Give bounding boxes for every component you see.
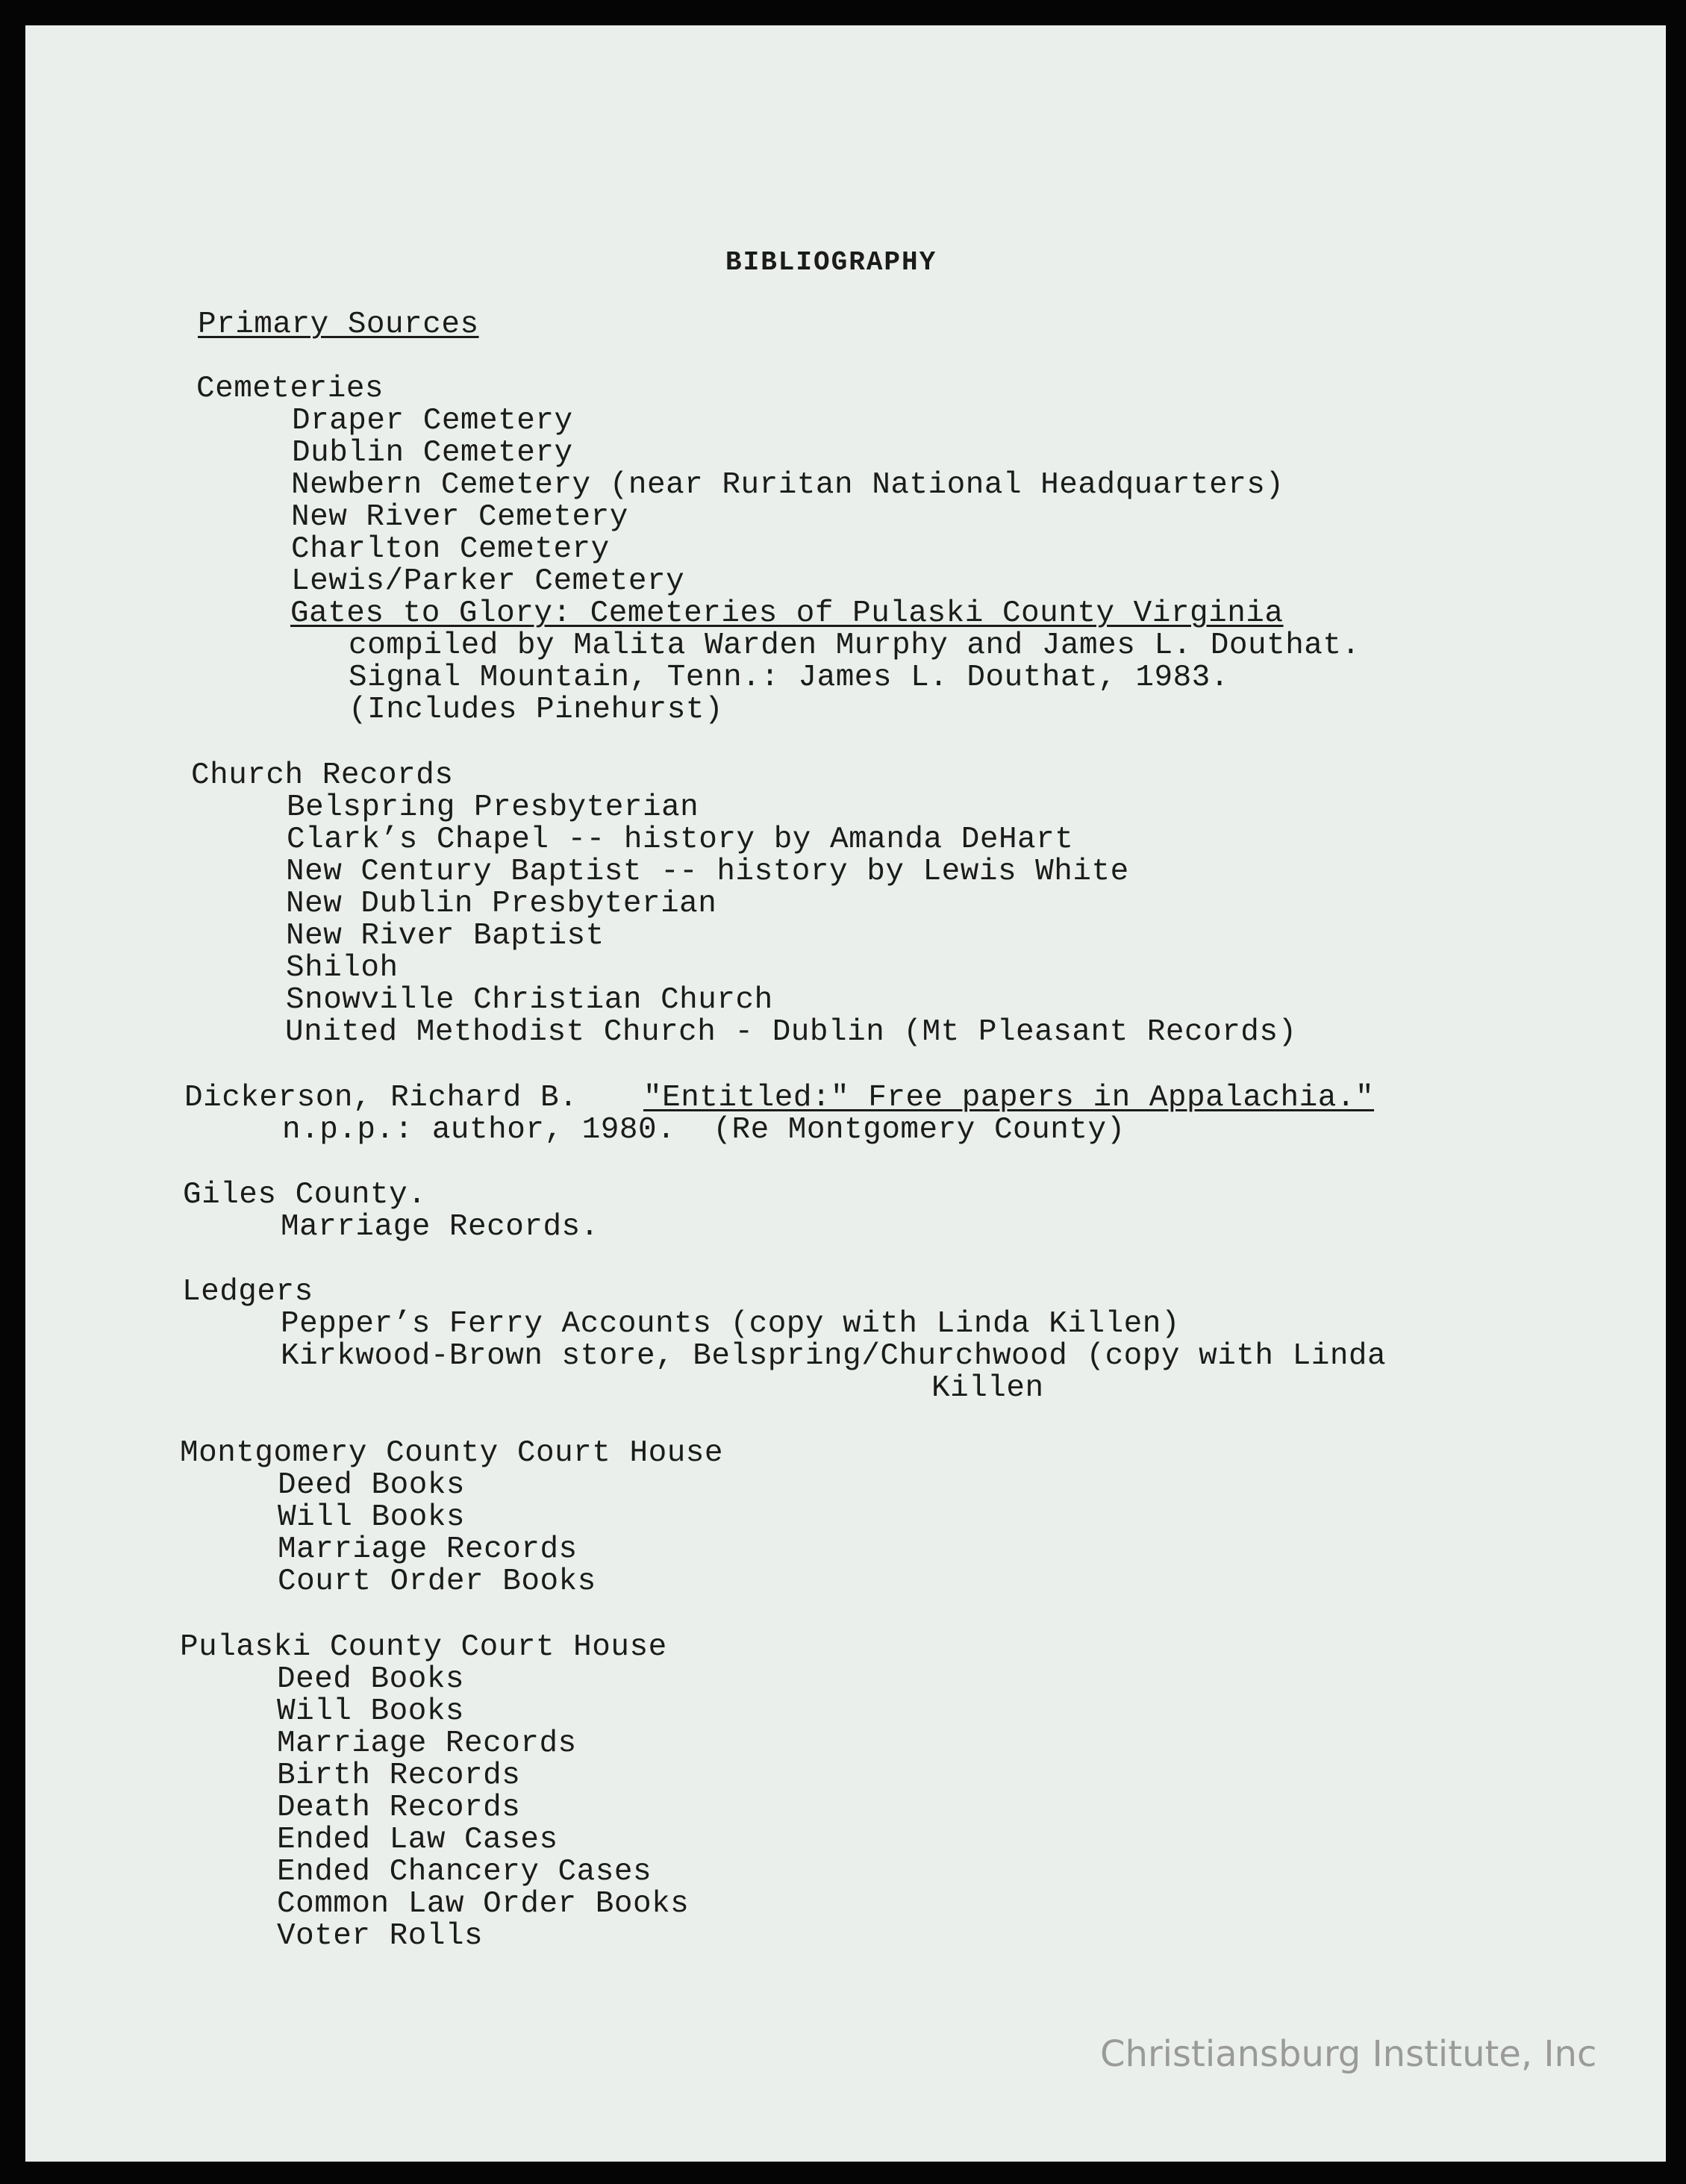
cemeteries-heading: Cemeteries bbox=[196, 372, 384, 406]
pulaski-item: Marriage Records bbox=[277, 1726, 577, 1761]
pulaski-item: Deed Books bbox=[277, 1662, 465, 1697]
dickerson-author: Dickerson, Richard B. bbox=[184, 1081, 578, 1115]
pulaski-item: Common Law Order Books bbox=[277, 1887, 690, 1921]
giles-heading: Giles County. bbox=[183, 1178, 427, 1212]
pulaski-item: Birth Records bbox=[277, 1759, 521, 1793]
montgomery-item: Will Books bbox=[278, 1500, 466, 1535]
montgomery-heading: Montgomery County Court House bbox=[180, 1436, 724, 1470]
church-item: New Century Baptist -- history by Lewis White bbox=[286, 855, 1129, 889]
giles-item: Marriage Records. bbox=[281, 1210, 599, 1244]
church-item: New River Baptist bbox=[286, 919, 605, 953]
ledger-item: Kirkwood-Brown store, Belspring/Churchwood (copy with Linda bbox=[281, 1339, 1387, 1373]
cemetery-book-title: Gates to Glory: Cemeteries of Pulaski County Virginia bbox=[290, 596, 1284, 631]
watermark: Christiansburg Institute, Inc bbox=[1100, 2033, 1597, 2075]
church-item: Shiloh bbox=[286, 951, 399, 985]
church-item: Clark’s Chapel -- history by Amanda DeHart bbox=[287, 823, 1074, 857]
montgomery-item: Marriage Records bbox=[278, 1532, 578, 1567]
page-title: BIBLIOGRAPHY bbox=[725, 247, 937, 278]
cemetery-item: New River Cemetery bbox=[291, 500, 628, 534]
cemetery-item: Dublin Cemetery bbox=[292, 436, 573, 470]
church-records-heading: Church Records bbox=[191, 758, 454, 793]
cemetery-book-detail: (Includes Pinehurst) bbox=[349, 693, 724, 727]
church-item: New Dublin Presbyterian bbox=[286, 887, 717, 921]
primary-sources-heading: Primary Sources bbox=[198, 308, 479, 342]
pulaski-item: Voter Rolls bbox=[277, 1919, 484, 1953]
document-page bbox=[25, 25, 1666, 2162]
montgomery-item: Deed Books bbox=[278, 1468, 466, 1503]
ledger-item-continuation: Killen bbox=[931, 1371, 1044, 1405]
pulaski-item: Death Records bbox=[277, 1791, 521, 1825]
church-item: Snowville Christian Church bbox=[286, 983, 773, 1017]
church-item: United Methodist Church - Dublin (Mt Pleasant Records) bbox=[285, 1015, 1297, 1049]
pulaski-item: Will Books bbox=[277, 1694, 465, 1729]
church-item: Belspring Presbyterian bbox=[287, 790, 699, 825]
cemetery-book-detail: Signal Mountain, Tenn.: James L. Douthat, 1983. bbox=[349, 661, 1229, 695]
cemetery-book-detail: compiled by Malita Warden Murphy and James L. Douthat. bbox=[349, 628, 1361, 663]
dickerson-title: "Entitled:" Free papers in Appalachia." bbox=[643, 1081, 1375, 1115]
pulaski-heading: Pulaski County Court House bbox=[180, 1630, 667, 1664]
pulaski-item: Ended Chancery Cases bbox=[277, 1855, 652, 1889]
pulaski-item: Ended Law Cases bbox=[277, 1823, 558, 1857]
cemetery-item: Draper Cemetery bbox=[292, 404, 573, 438]
dickerson-details: n.p.p.: author, 1980. (Re Montgomery County) bbox=[282, 1113, 1125, 1147]
cemetery-item: Lewis/Parker Cemetery bbox=[291, 564, 685, 599]
ledgers-heading: Ledgers bbox=[182, 1275, 313, 1309]
cemetery-item: Newbern Cemetery (near Ruritan National Headquarters) bbox=[291, 468, 1284, 502]
ledger-item: Pepper’s Ferry Accounts (copy with Linda Killen) bbox=[281, 1307, 1180, 1341]
cemetery-item: Charlton Cemetery bbox=[291, 532, 610, 567]
montgomery-item: Court Order Books bbox=[278, 1564, 596, 1599]
